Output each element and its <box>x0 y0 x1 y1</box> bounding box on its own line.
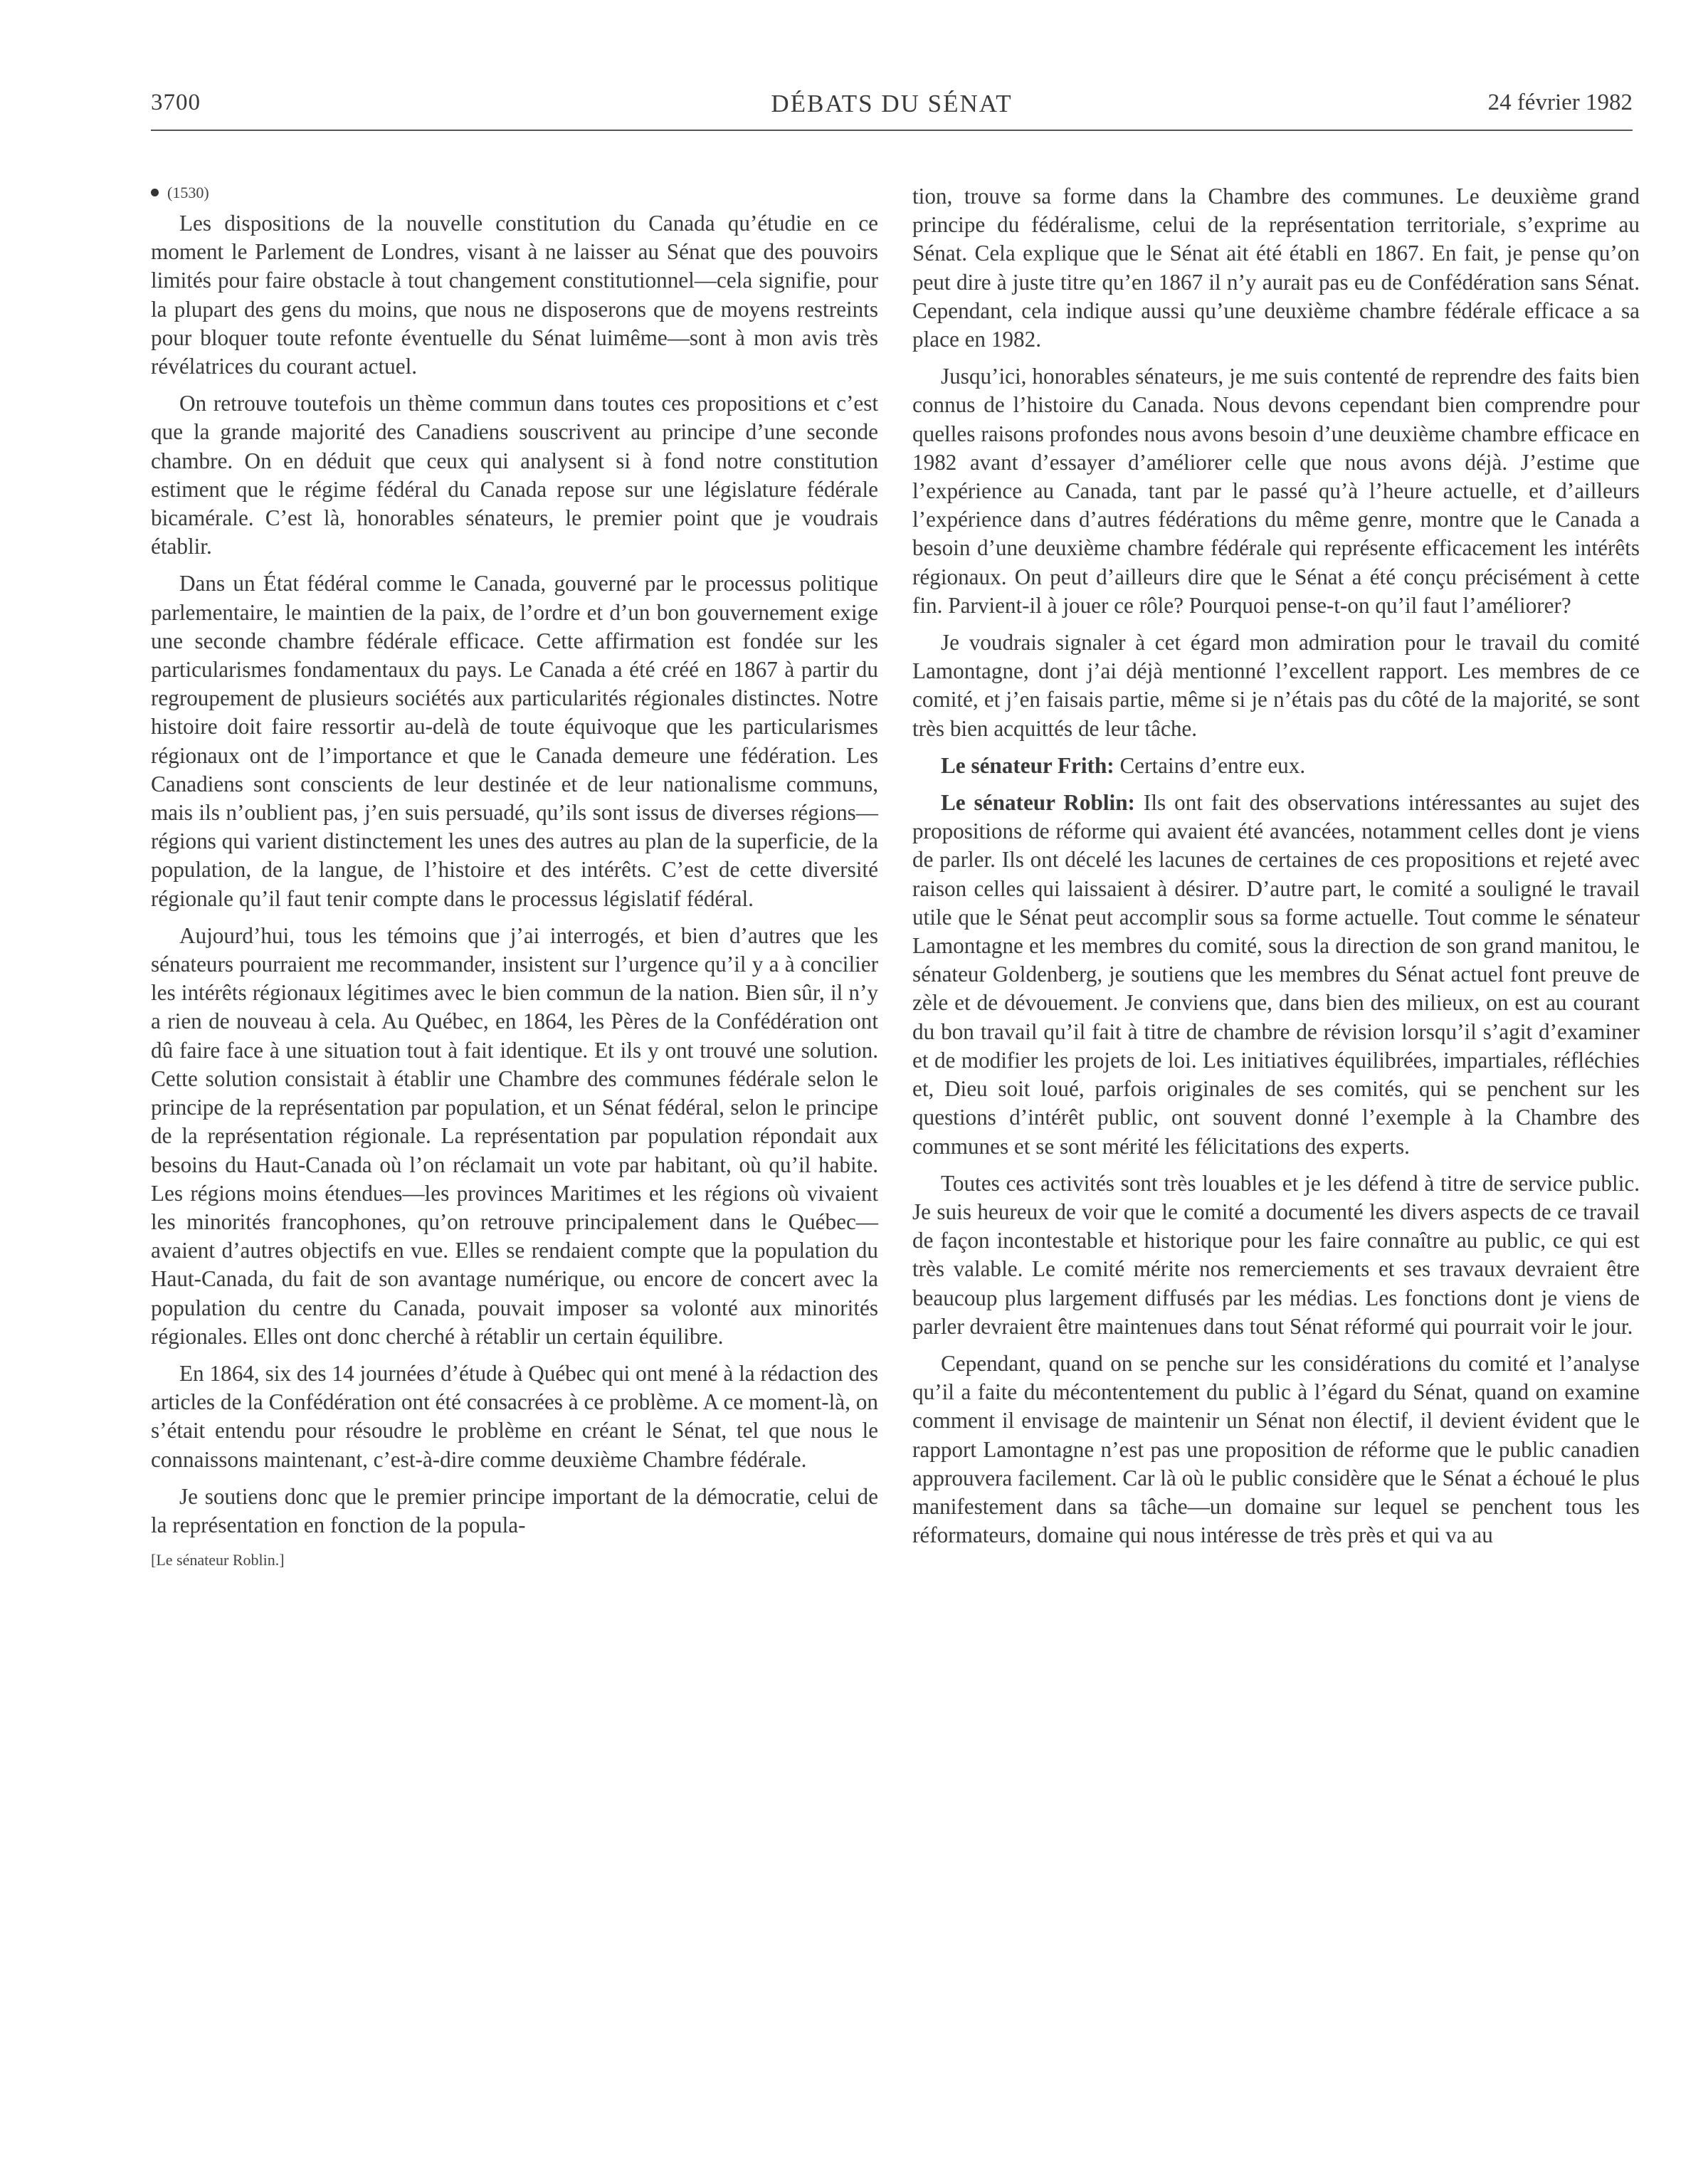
speaker-attribution: [Le sénateur Roblin.] <box>151 1551 285 1569</box>
paragraph: En 1864, six des 14 journées d’étude à Québec qui ont mené à la rédaction des articles de la Confédération ont été consacrées à ce problème. A ce moment-là, on s’était entendu pour résoudre le problème en créant le Sénat, tel que nous le connaissons maintenant, c’est-à-dire comme deuxième Chambre fédérale. <box>151 1360 878 1472</box>
right-column <box>912 182 1640 1558</box>
paragraph: Je soutiens donc que le premier principe important de la démocratie, celui de la représentation en fonction de la popula- <box>151 1483 878 1537</box>
paragraph: Dans un État fédéral comme le Canada, gouverné par le processus politique parlementaire, le maintien de la paix, de l’ordre et d’un bon gouvernement exige une seconde chambre fédérale efficace. Cette affirmation est fondée sur les particularismes fondamentaux du pays. Le Canada a été créé en 1867 à partir du regroupement de plusieurs sociétés aux particularités régionales distinctes. Notre histoire doit faire ressortir au-delà de toute équivoque que les particularismes régionaux ont de l’importance et que le Canada demeure une fédération. Les Canadiens sont conscients de leur destinée et de leur nationalisme communs, mais ils n’oublient pas, j’en suis persuadé, qu’ils sont issus de diverses régions—régions qui varient distinctement les unes des autres au plan de la superficie, de la population, de la langue, de l’histoire et des intérêts. C’est de cette diversité régionale qu’il faut tenir compte dans le processus législatif fédéral. <box>151 571 878 911</box>
speech-frith <box>912 752 1640 780</box>
time-marker-text: (1530) <box>167 184 209 201</box>
paragraph: On retrouve toutefois un thème commun dans toutes ces propositions et c’est que la grande majorité des Canadiens souscrivent au principe d’une seconde chambre. On en déduit que ceux qui analysent si à fond notre constitution estiment que le régime fédéral du Canada repose sur une législature fédérale bicamérale. C’est là, honorables sénateurs, le premier point que je voudrais établir. <box>151 391 878 559</box>
paragraph: Jusqu’ici, honorables sénateurs, je me suis contenté de reprendre des faits bien connus de l’histoire du Canada. Nous devons cependant bien comprendre pour quelles raisons profondes nous avons besoin d’une deuxième chambre efficace en 1982 avant d’essayer d’améliorer celle que nous avons déjà. J’estime que l’expérience au Canada, tant par le passé qu’à l’heure actuelle, et d’ailleurs l’expérience dans d’autres fédérations du même genre, montre que le Canada a besoin d’une deuxième chambre fédérale qui représente efficacement les intérêts régionaux. On peut d’ailleurs dire que le Sénat a été conçu précisément à cette fin. Parvient-il à jouer ce rôle? Pourquoi pense-t-on qu’il faut l’améliorer? <box>912 364 1640 618</box>
time-marker <box>151 182 878 204</box>
speech-roblin <box>912 789 1640 1161</box>
publication-title: DÉBATS DU SÉNAT <box>771 90 1013 117</box>
paragraph: Cependant, quand on se penche sur les considérations du comité et l’analyse qu’il a faite du mécontentement du public à l’égard du Sénat, quand on examine comment il envisage de maintenir un Sénat non électif, il devient évident que le rapport Lamontagne n’est pas une proposition de réforme que le public canadien approuvera facilement. Car là où le public considère que le Sénat a échoué le plus manifestement dans sa tâche—un domaine sur lequel se penchent tous les réformateurs, domaine qui nous intéresse de très près et qui va au <box>912 1350 1640 1548</box>
speaker-name: Le sénateur Roblin: <box>941 790 1135 816</box>
publication-date: 24 février 1982 <box>1487 90 1633 115</box>
bullet-icon <box>151 189 159 196</box>
paragraph: Les dispositions de la nouvelle constitution du Canada qu’étudie en ce moment le Parlement de Londres, visant à ne laisser au Sénat que des pouvoirs limités pour faire obstacle à tout changement constitutionnel—cela signifie, pour la plupart des gens du moins, que nous ne disposerons que de moyens restreints pour bloquer toute refonte éventuelle du Sénat luimême—sont à mon avis très révélatrices du courant actuel. <box>151 211 878 379</box>
left-column <box>151 182 878 1571</box>
page-header <box>151 90 1633 131</box>
paragraph: Toutes ces activités sont très louables et je les défend à titre de service public. Je suis heureux de voir que le comité a documenté les divers aspects de ce travail de façon incontestable et historique pour les faire connaître au public, ce qui est très valable. Le comité mérite nos remerciements et ses travaux devraient être beaucoup plus largement diffusés par les médias. Les fonctions dont je viens de parler devraient être maintenues dans tout Sénat réformé qui pourrait voir le jour. <box>912 1170 1640 1339</box>
paragraph: Aujourd’hui, tous les témoins que j’ai interrogés, et bien d’autres que les sénateurs pourraient me recommander, insistent sur l’urgence qu’il y a à concilier les intérêts régionaux légitimes avec le bien commun de la nation. Bien sûr, il n’y a rien de nouveau à cela. Au Québec, en 1864, les Pères de la Confédération ont dû faire face à une situation tout à fait identique. Et ils y ont trouvé une solution. Cette solution consistait à établir une Chambre des communes fédérale selon le principe de la représentation par population, et un Sénat fédéral, selon le principe de la représentation régionale. La représentation par population répondait aux besoins du Haut-Canada où l’on réclamait un vote par habitant, où qu’il habite. Les régions moins étendues—les provinces Maritimes et les régions où vivaient les minorités francophones, qu’on retrouve principalement dans le Québec—avaient d’autres objectifs en vue. Elles se rendaient compte que la population du Haut-Canada, du fait de son avantage numérique, ou encore de concert avec la population du centre du Canada, pouvait imposer sa volonté aux minorités régionales. Elles ont donc cherché à rétablir un certain équilibre. <box>151 922 878 1349</box>
paragraph-continuation: tion, trouve sa forme dans la Chambre des communes. Le deuxième grand principe du fédéralisme, celui de la représentation territoriale, s’exprime au Sénat. Cela explique que le Sénat ait été établi en 1867. En fait, je pense qu’on peut dire à juste titre qu’en 1867 il n’y aurait pas eu de Confédération sans Sénat. Cependant, cela indique aussi qu’une deuxième chambre fédérale efficace a sa place en 1982. <box>912 184 1640 352</box>
paragraph: Je voudrais signaler à cet égard mon admiration pour le travail du comité Lamontagne, dont j’ai déjà mentionné l’excellent rapport. Les membres de ce comité, et j’en faisais partie, même si je n’étais pas du côté de la majorité, se sont très bien acquittés de leur tâche. <box>912 630 1640 741</box>
speech-text: Certains d’entre eux. <box>1114 752 1306 778</box>
speaker-name: Le sénateur Frith: <box>941 752 1114 778</box>
page-number: 3700 <box>151 90 201 115</box>
speech-text: Ils ont fait des observations intéressantes au sujet des propositions de réforme qui avaient été avancées, notamment celles dont je viens de parler. Ils ont décelé les lacunes de certaines de ces propositions et rejeté avec raison celles qui laissaient à désirer. D’autre part, le comité a souligné le travail utile que le Sénat peut accomplir sous sa forme actuelle. Tout comme le sénateur Lamontagne et les membres du comité, sous la direction de son grand manitou, le sénateur Goldenberg, je soutiens que les membres du Sénat actuel font preuve de zèle et de dévouement. Je conviens que, dans bien des milieux, on est au courant du bon travail qu’il fait à titre de chambre de révision lorsqu’il s’agit d’examiner et de modifier les projets de loi. Les initiatives équilibrées, impartiales, réfléchies et, Dieu soit loué, parfois originales de ses comités, qui se penchent sur les questions d’intérêt public, ont souvent donné l’exemple à la Chambre des communes et se sont mérité les félicitations des experts. <box>912 790 1640 1159</box>
